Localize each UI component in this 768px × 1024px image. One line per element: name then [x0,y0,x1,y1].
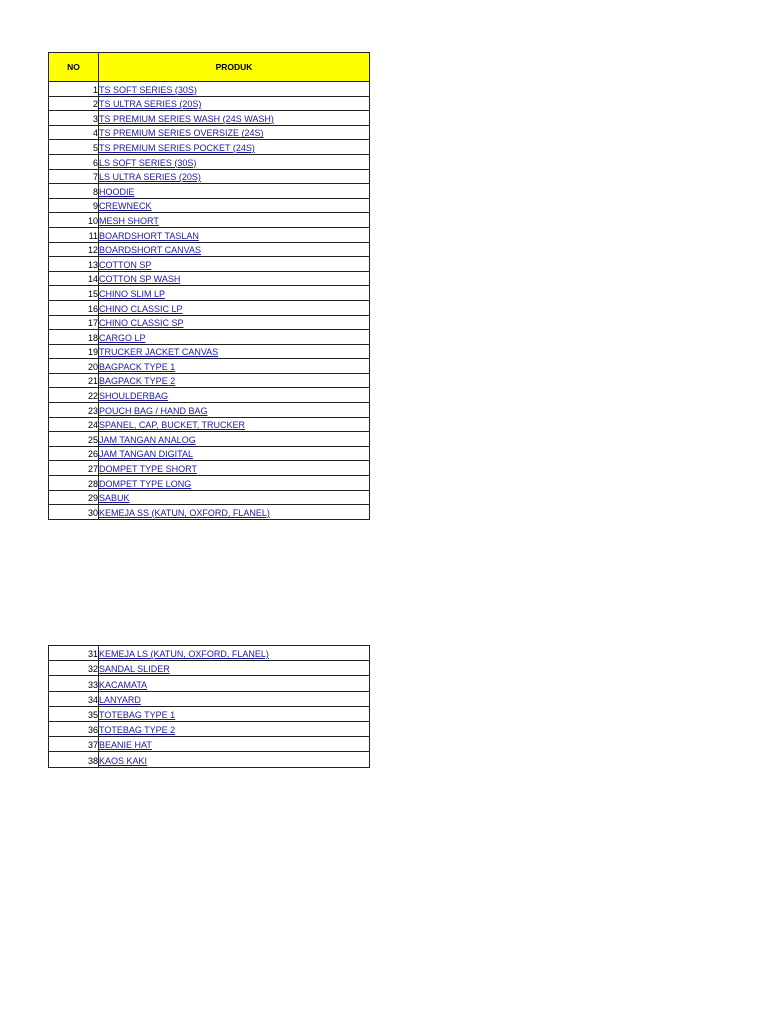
product-link[interactable]: LS SOFT SERIES (30S) [99,157,197,168]
product-link[interactable]: SABUK [99,493,130,504]
product-link[interactable]: SANDAL SLIDER [99,664,170,675]
product-link[interactable]: LANYARD [99,694,141,705]
product-link[interactable]: CHINO CLASSIC SP [99,318,184,329]
product-link[interactable]: KACAMATA [99,679,148,690]
row-number: 32 [49,661,99,676]
product-link[interactable]: TS PREMIUM SERIES WASH (24S WASH) [99,113,274,124]
product-cell [99,691,370,706]
product-cell [99,315,370,330]
product-cell [99,82,370,97]
product-cell [99,646,370,661]
product-cell [99,359,370,374]
product-link[interactable]: TS PREMIUM SERIES OVERSIZE (24S) [99,128,264,139]
product-cell [99,140,370,155]
product-cell [99,271,370,286]
row-number: 16 [49,300,99,315]
header-row [49,53,370,82]
row-number: 15 [49,286,99,301]
product-link[interactable]: BOARDSHORT TASLAN [99,230,199,241]
product-cell [99,257,370,272]
product-link[interactable]: TRUCKER JACKET CANVAS [99,347,219,358]
product-link[interactable]: TS PREMIUM SERIES POCKET (24S) [99,142,255,153]
product-cell [99,446,370,461]
table-row [49,403,370,418]
product-link[interactable]: KEMEJA LS (KATUN, OXFORD, FLANEL) [99,649,269,660]
product-cell [99,154,370,169]
product-link[interactable]: DOMPET TYPE SHORT [99,464,198,475]
row-number: 14 [49,271,99,286]
table-row [49,737,370,752]
product-cell [99,169,370,184]
table-row [49,706,370,721]
product-link[interactable]: TS ULTRA SERIES (20S) [99,99,202,110]
product-cell [99,476,370,491]
product-link[interactable]: COTTON SP WASH [99,274,181,285]
table-row [49,388,370,403]
table-row [49,140,370,155]
product-cell [99,300,370,315]
product-link[interactable]: SPANEL, CAP, BUCKET, TRUCKER [99,420,246,431]
product-cell [99,752,370,767]
row-number: 30 [49,505,99,520]
row-number: 23 [49,403,99,418]
product-link[interactable]: DOMPET TYPE LONG [99,478,192,489]
table-row [49,373,370,388]
table-row [49,446,370,461]
row-number: 7 [49,169,99,184]
product-link[interactable]: CHINO SLIM LP [99,288,166,299]
table-row [49,82,370,97]
product-link[interactable]: BEANIE HAT [99,740,152,751]
table-row [49,461,370,476]
row-number: 13 [49,257,99,272]
table-row [49,359,370,374]
product-cell [99,417,370,432]
table-row [49,490,370,505]
table-row [49,300,370,315]
row-number: 4 [49,125,99,140]
table-row [49,417,370,432]
product-cell [99,661,370,676]
product-cell [99,242,370,257]
product-link[interactable]: BAGPACK TYPE 2 [99,376,176,387]
table-row [49,227,370,242]
table-row [49,154,370,169]
row-number: 1 [49,82,99,97]
table-row [49,676,370,691]
product-table-top [48,52,370,520]
table-row [49,691,370,706]
table-row [49,752,370,767]
product-cell [99,388,370,403]
table-row [49,476,370,491]
row-number: 9 [49,198,99,213]
table-row [49,96,370,111]
table-row [49,125,370,140]
product-link[interactable]: MESH SHORT [99,215,159,226]
product-cell [99,330,370,345]
row-number: 36 [49,721,99,736]
product-cell [99,96,370,111]
product-cell [99,461,370,476]
row-number: 27 [49,461,99,476]
row-number: 22 [49,388,99,403]
product-link[interactable]: CARGO LP [99,332,146,343]
row-number: 3 [49,111,99,126]
product-link[interactable]: TOTEBAG TYPE 1 [99,709,176,720]
product-cell [99,490,370,505]
product-cell [99,213,370,228]
product-cell [99,676,370,691]
product-cell [99,721,370,736]
row-number: 12 [49,242,99,257]
row-number: 29 [49,490,99,505]
product-link[interactable]: JAM TANGAN DIGITAL [99,449,194,460]
row-number: 21 [49,373,99,388]
row-number: 33 [49,676,99,691]
row-number: 19 [49,344,99,359]
table-row [49,184,370,199]
product-link[interactable]: BAGPACK TYPE 1 [99,361,176,372]
product-cell [99,198,370,213]
row-number: 26 [49,446,99,461]
product-link[interactable]: JAM TANGAN ANALOG [99,434,196,445]
product-cell [99,373,370,388]
table-row [49,721,370,736]
row-number: 18 [49,330,99,345]
product-cell [99,432,370,447]
row-number: 34 [49,691,99,706]
product-link[interactable]: COTTON SP [99,259,152,270]
product-link[interactable]: HOODIE [99,186,135,197]
table-row [49,646,370,661]
row-number: 10 [49,213,99,228]
product-link[interactable]: TS SOFT SERIES (30S) [99,84,197,95]
row-number: 5 [49,140,99,155]
product-cell [99,403,370,418]
row-number: 25 [49,432,99,447]
table-row [49,505,370,520]
row-number: 17 [49,315,99,330]
table-row [49,661,370,676]
row-number: 20 [49,359,99,374]
row-number: 37 [49,737,99,752]
product-cell [99,737,370,752]
table-row [49,330,370,345]
row-number: 8 [49,184,99,199]
row-number: 28 [49,476,99,491]
table-row [49,111,370,126]
product-table-bottom [48,645,370,768]
table-row [49,286,370,301]
product-link[interactable]: KEMEJA SS (KATUN, OXFORD, FLANEL) [99,507,270,518]
product-link[interactable]: KAOS KAKI [99,755,148,766]
product-link[interactable]: CREWNECK [99,201,152,212]
product-link[interactable]: CHINO CLASSIC LP [99,303,183,314]
table-row [49,242,370,257]
row-number: 11 [49,227,99,242]
row-number: 24 [49,417,99,432]
row-number: 31 [49,646,99,661]
product-cell [99,706,370,721]
product-cell [99,227,370,242]
table-row [49,257,370,272]
product-link[interactable]: BOARDSHORT CANVAS [99,245,202,256]
product-link[interactable]: SHOULDERBAG [99,391,169,402]
table-row [49,432,370,447]
row-number: 38 [49,752,99,767]
product-cell [99,125,370,140]
header-produk: PRODUK [99,53,370,82]
header-no: NO [49,53,99,82]
table-row [49,344,370,359]
table-row [49,198,370,213]
product-link[interactable]: TOTEBAG TYPE 2 [99,725,176,736]
table-row [49,271,370,286]
row-number: 2 [49,96,99,111]
product-cell [99,344,370,359]
product-cell [99,286,370,301]
table-row [49,213,370,228]
row-number: 35 [49,706,99,721]
product-cell [99,184,370,199]
product-cell [99,505,370,520]
table-row [49,315,370,330]
row-number: 6 [49,154,99,169]
table-row [49,169,370,184]
product-cell [99,111,370,126]
product-link[interactable]: LS ULTRA SERIES (20S) [99,172,201,183]
product-link[interactable]: POUCH BAG / HAND BAG [99,405,208,416]
